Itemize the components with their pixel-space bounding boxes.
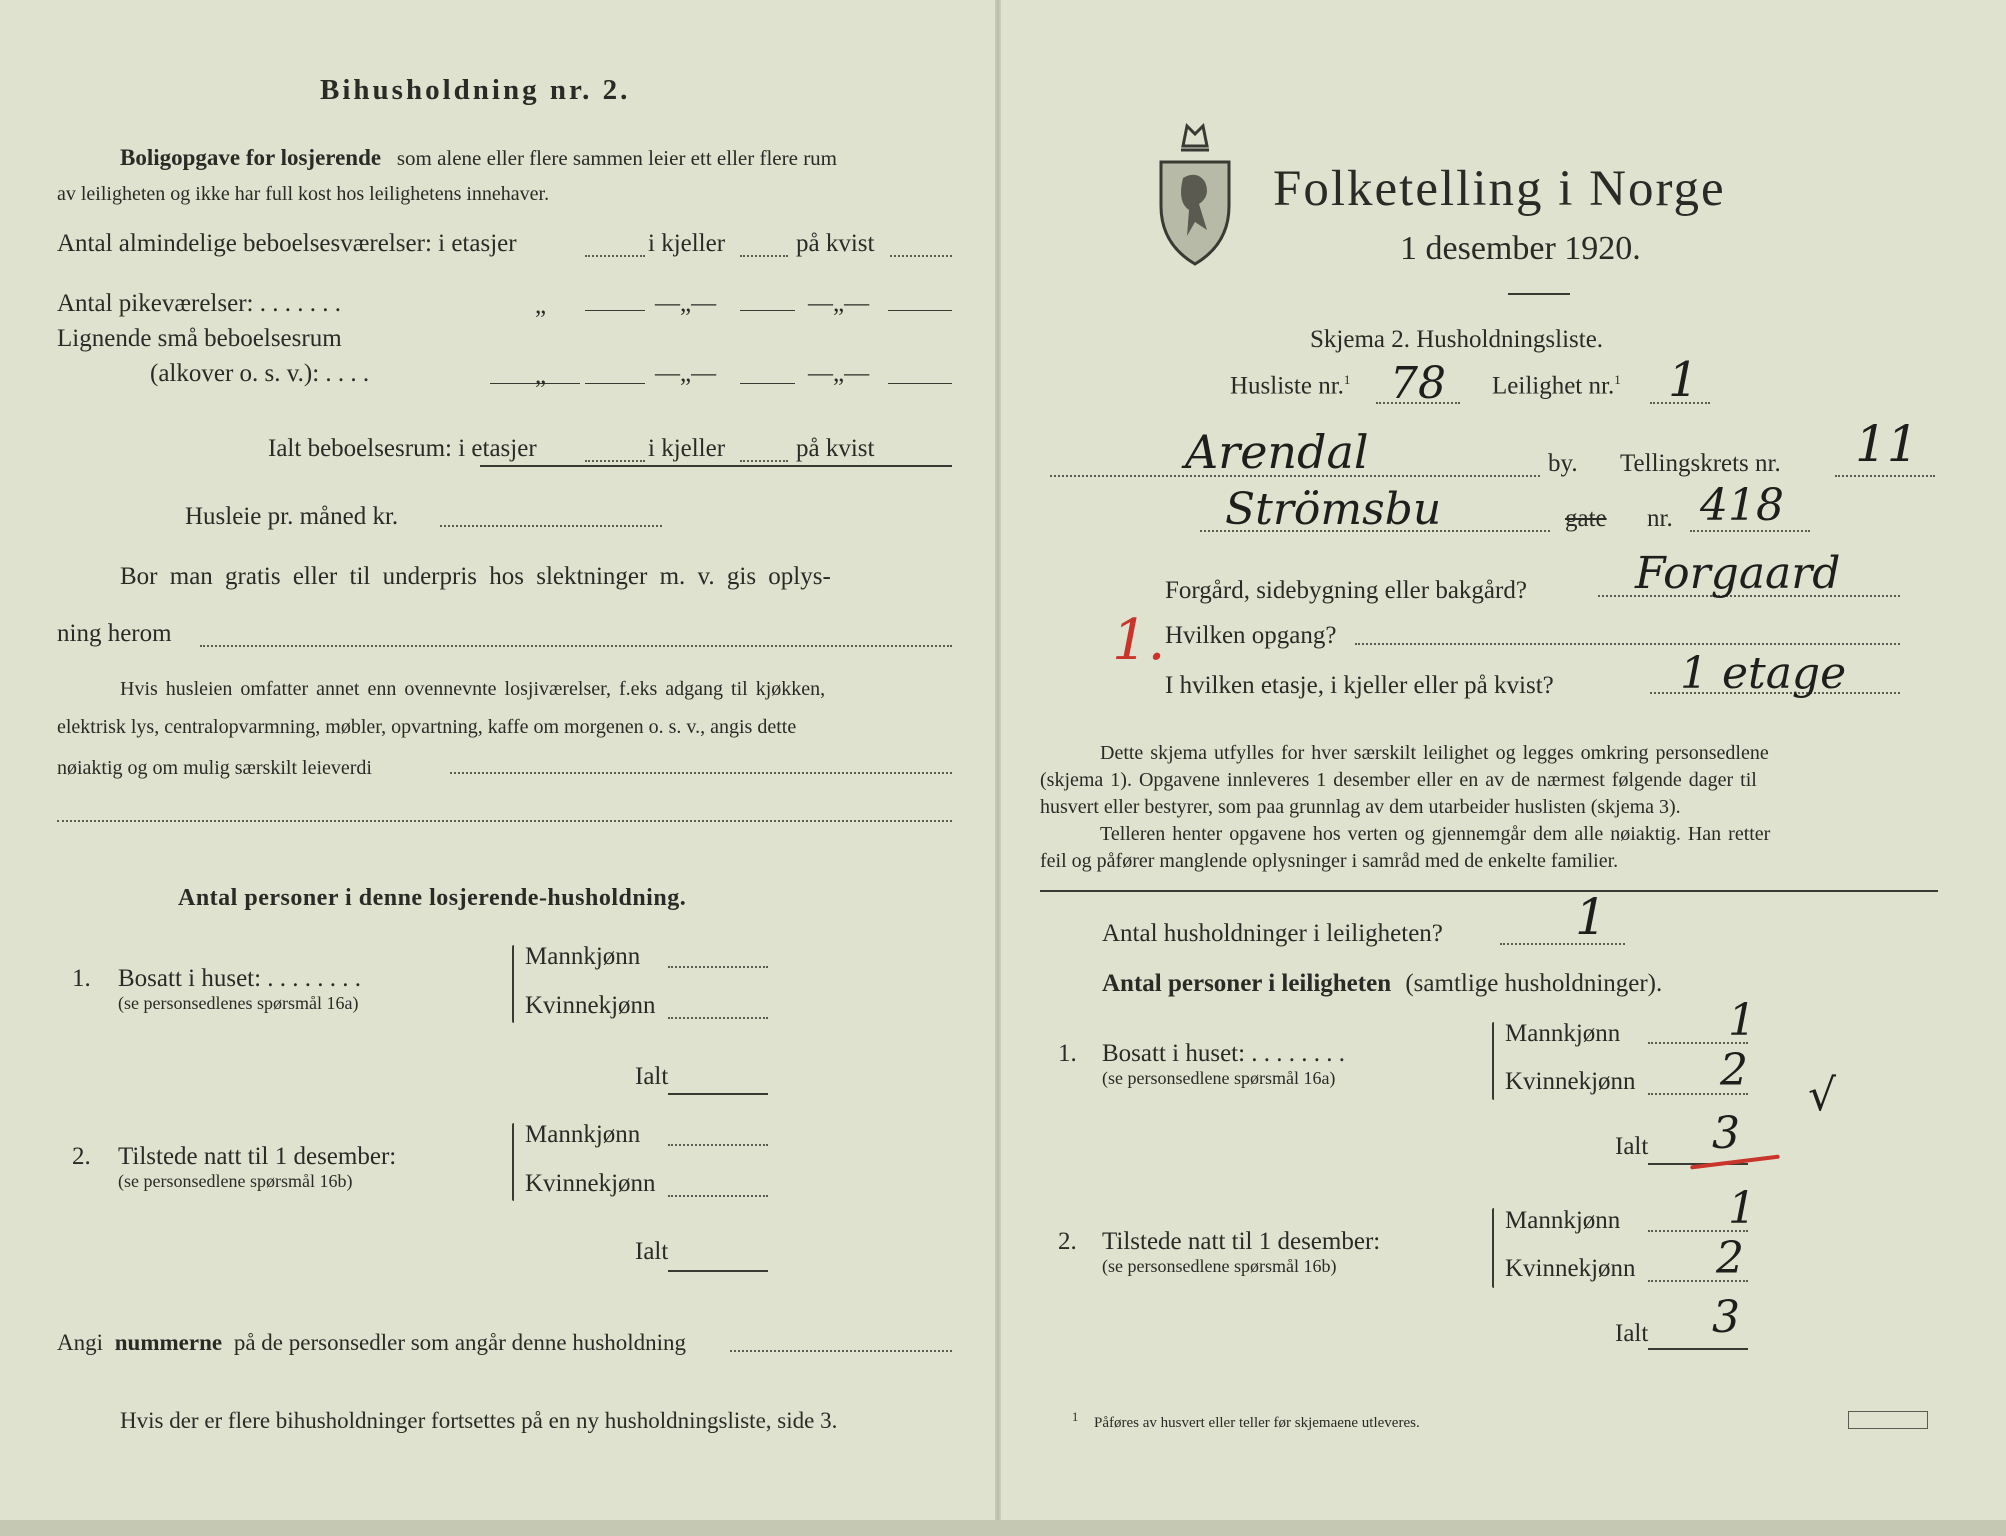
left-q1-kvinne-label: Kvinnekjønn — [525, 992, 656, 1019]
angi-pre: Angi — [57, 1330, 103, 1355]
lign-label-1: Lignende små beboelsesrum — [57, 325, 342, 352]
opgang-red-mark: 1. — [1112, 608, 1166, 673]
right-q2-note: (se personsedlene spørsmål 16b) — [1102, 1256, 1337, 1276]
kjeller-field[interactable] — [740, 255, 788, 257]
i-kjeller-label: i kjeller — [648, 230, 726, 257]
hvis-line-1: Hvis husleien omfatter annet enn ovennevnte losjiværelser, f.eks adgang til kjøkken, — [120, 678, 826, 700]
skjema-label: Skjema 2. Husholdningsliste. — [1310, 326, 1604, 353]
forgard-label: Forgård, sidebygning eller bakgård? — [1165, 577, 1527, 604]
info-line-3: husvert eller bestyrer, som paa grunnlag av dem utarbeider huslisten (skjema 3). — [1040, 796, 1681, 818]
krets-field[interactable] — [1835, 475, 1935, 477]
left-q2-num: 2. — [72, 1143, 91, 1170]
bor-line-2: ning herom — [57, 620, 172, 647]
right-q1-ialt-value: 3 — [1712, 1108, 1740, 1159]
right-q1-mann-value: 1 — [1728, 995, 1756, 1046]
right-q1-brace — [1492, 1022, 1494, 1100]
pike-kjeller-field[interactable] — [740, 310, 795, 311]
right-q2-kvinne-label: Kvinnekjønn — [1505, 1255, 1636, 1282]
gate-value: Strömsbu — [1225, 484, 1442, 535]
leieverdi-field-2[interactable] — [57, 820, 952, 822]
paper-bottom-edge — [0, 1520, 2006, 1536]
left-q1-kvinne-field[interactable] — [668, 1017, 768, 1019]
bor-field[interactable] — [200, 645, 952, 647]
right-q1-note: (se personsedlene spørsmål 16a) — [1102, 1068, 1336, 1088]
antal-hush-value: 1 — [1575, 888, 1607, 946]
krets-value: 11 — [1855, 415, 1919, 473]
right-q2-brace — [1492, 1208, 1494, 1288]
lign-kjeller-field[interactable] — [740, 383, 795, 384]
right-date: 1 desember 1920. — [1400, 230, 1641, 267]
antal-hush-label: Antal husholdninger i leiligheten? — [1102, 920, 1443, 947]
ialt-kjeller-field[interactable] — [740, 460, 788, 462]
husliste-label: Husliste nr. — [1230, 372, 1344, 400]
row-antal-label: Antal almindelige beboelsesværelser: i etasjer — [57, 230, 517, 257]
lign-ditto: „ — [535, 362, 547, 389]
etasje-value: 1 etage — [1680, 648, 1847, 699]
right-q2-num: 2. — [1058, 1228, 1077, 1255]
husliste-footnote-ref: 1 — [1343, 372, 1351, 387]
etasjer-field[interactable] — [585, 255, 645, 257]
intro-bold: Boligopgave for losjerende — [120, 145, 382, 170]
right-q2-ialt-label: Ialt — [1615, 1320, 1649, 1347]
lign-ditto-3: —„— — [808, 360, 870, 387]
page-fold — [995, 0, 1001, 1536]
husliste-value: 78 — [1390, 358, 1446, 409]
bor-line-1: Bor man gratis eller til underpris hos slektninger m. v. gis oplys- — [120, 563, 831, 590]
check-mark: √ — [1808, 1070, 1837, 1121]
right-title: Folketelling i Norge — [1273, 161, 1726, 217]
left-q1-mann-label: Mannkjønn — [525, 943, 641, 970]
angi-rest: på de personsedler som angår denne husholdning — [233, 1330, 687, 1355]
left-q1-brace — [512, 945, 514, 1023]
title-rule — [1508, 293, 1570, 295]
husleie-field[interactable] — [440, 525, 662, 527]
right-q2-kvinne-value: 2 — [1716, 1233, 1744, 1284]
husleie-label: Husleie pr. måned kr. — [185, 503, 399, 530]
left-q1-note: (se personsedlenes spørsmål 16a) — [118, 993, 359, 1013]
left-q2-label: Tilstede natt til 1 desember: — [118, 1143, 397, 1170]
lign-etasjer-field[interactable] — [585, 383, 645, 384]
lign-ditto-2: —„— — [655, 360, 717, 387]
left-q2-kvinne-label: Kvinnekjønn — [525, 1170, 656, 1197]
by-value: Arendal — [1185, 425, 1369, 479]
ialt-i-kjeller: i kjeller — [648, 435, 726, 462]
leieverdi-field[interactable] — [450, 772, 952, 774]
leilighet-label: Leilighet nr. — [1492, 372, 1615, 400]
ialt-etasjer-field[interactable] — [585, 460, 645, 462]
info-line-1: Dette skjema utfylles for hver særskilt leilighet og legges omkring personsedlene — [1100, 742, 1769, 764]
by-label: by. — [1548, 450, 1578, 477]
right-q1-label: Bosatt i huset: . . . . . . . . — [1102, 1040, 1346, 1067]
left-q2-mann-field[interactable] — [668, 1144, 768, 1146]
antal-pers-bold: Antal personer i leiligheten — [1102, 970, 1392, 997]
left-q2-brace — [512, 1123, 514, 1201]
ialt-row-underline — [480, 465, 952, 467]
pike-kvist-field[interactable] — [888, 310, 952, 311]
gate-field[interactable] — [1200, 530, 1550, 532]
right-q2-ialt-value: 3 — [1712, 1292, 1740, 1343]
nr-label: nr. — [1647, 505, 1673, 532]
kvist-field[interactable] — [890, 255, 952, 257]
right-footnote: Påføres av husvert eller teller før skjemaene utleveres. — [1094, 1415, 1420, 1431]
left-q2-note: (se personsedlene spørsmål 16b) — [118, 1171, 353, 1191]
gate-label: gate — [1565, 505, 1607, 532]
right-q1-kvinne-label: Kvinnekjønn — [1505, 1068, 1636, 1095]
right-q1-num: 1. — [1058, 1040, 1077, 1067]
left-q1-label: Bosatt i huset: . . . . . . . . — [118, 965, 362, 992]
left-q2-ialt-label: Ialt — [635, 1238, 669, 1265]
lign-kvist-field[interactable] — [888, 383, 952, 384]
right-q1-kvinne-value: 2 — [1720, 1045, 1748, 1096]
left-q2-ialt-field[interactable] — [668, 1270, 768, 1272]
right-q1-ialt-label: Ialt — [1615, 1133, 1649, 1160]
pike-ditto: „ — [535, 292, 547, 319]
printer-stamp-box — [1848, 1411, 1928, 1429]
intro-line2: av leiligheten og ikke har full kost hos leilighetens innehaver. — [57, 183, 550, 205]
leilighet-footnote-ref: 1 — [1614, 372, 1621, 387]
ialt-row-label: Ialt beboelsesrum: i etasjer — [268, 435, 537, 462]
info-line-4: Telleren henter opgavene hos verten og gjennemgår dem alle nøiaktig. Han retter — [1100, 823, 1771, 845]
angi-bold: nummerne — [114, 1330, 223, 1355]
leilighet-value: 1 — [1668, 352, 1699, 408]
etasje-label: I hvilken etasje, i kjeller eller på kvist? — [1165, 672, 1554, 699]
right-q2-label: Tilstede natt til 1 desember: — [1102, 1228, 1381, 1255]
hvis-line-2: elektrisk lys, centralopvarmning, møbler, opvartning, kaffe om morgenen o. s. v., angis dette — [57, 716, 797, 738]
left-q1-ialt-label: Ialt — [635, 1063, 669, 1090]
left-q2-mann-label: Mannkjønn — [525, 1121, 641, 1148]
left-title: Bihusholdning nr. 2. — [320, 74, 631, 106]
info-rule — [1040, 890, 1938, 892]
antal-pers-rest: (samtlige husholdninger). — [1405, 970, 1663, 997]
paa-kvist-label: på kvist — [796, 230, 875, 257]
left-q1-mann-field[interactable] — [668, 966, 768, 968]
ialt-paa-kvist: på kvist — [796, 435, 875, 462]
right-q2-mann-value: 1 — [1728, 1183, 1756, 1234]
opgang-label: Hvilken opgang? — [1165, 622, 1337, 649]
lign-label-2: (alkover o. s. v.): . . . . — [150, 360, 370, 387]
pike-etasjer-field[interactable] — [585, 310, 645, 311]
info-line-2: (skjema 1). Opgavene innleveres 1 desember eller en av de nærmest følgende dager til — [1040, 769, 1757, 791]
right-q2-mann-label: Mannkjønn — [1505, 1207, 1621, 1234]
left-q1-num: 1. — [72, 965, 91, 992]
pike-ditto-2: —„— — [655, 290, 717, 317]
norway-coat-of-arms-icon — [1153, 118, 1237, 268]
by-field[interactable] — [1050, 475, 1540, 477]
nr-value: 418 — [1700, 480, 1784, 531]
opgang-field[interactable] — [1355, 643, 1900, 645]
right-q2-ialt-field[interactable] — [1648, 1348, 1748, 1350]
left-antal-heading: Antal personer i denne losjerende-husholdning. — [178, 885, 687, 911]
pike-ditto-3: —„— — [808, 290, 870, 317]
footnote-marker: 1 — [1072, 1410, 1079, 1424]
left-q2-kvinne-field[interactable] — [668, 1195, 768, 1197]
pike-label: Antal pikeværelser: . . . . . . . — [57, 290, 341, 317]
left-q1-ialt-field[interactable] — [668, 1093, 768, 1095]
right-q1-mann-label: Mannkjønn — [1505, 1020, 1621, 1047]
hvis-line-3: nøiaktig og om mulig særskilt leieverdi — [57, 757, 372, 779]
info-line-5: feil og påfører manglende oplysninger i samråd med de enkelte familier. — [1040, 850, 1619, 872]
angi-field[interactable] — [730, 1350, 952, 1352]
forgard-value: Forgaard — [1635, 548, 1841, 599]
intro-rest: som alene eller flere sammen leier ett eller flere rum — [396, 146, 838, 170]
left-footer: Hvis der er flere bihusholdninger fortsettes på en ny husholdningsliste, side 3. — [120, 1408, 838, 1433]
krets-label: Tellingskrets nr. — [1620, 450, 1781, 477]
